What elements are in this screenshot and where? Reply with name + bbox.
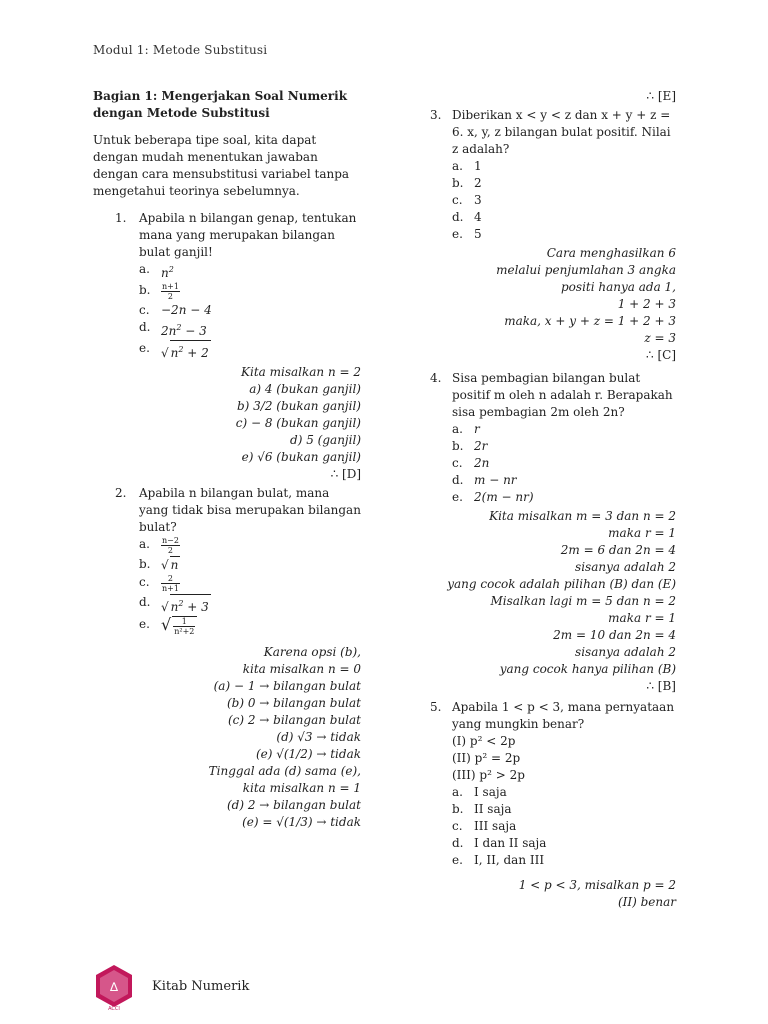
solution-line: (d) √3 → tidak xyxy=(276,730,361,744)
option-letter: d. xyxy=(452,210,464,224)
solution-line: Kita misalkan n = 2 xyxy=(241,365,361,379)
solution-line: kita misalkan n = 0 xyxy=(242,662,361,676)
question-number: 4. xyxy=(430,371,442,385)
statement-1: (I) p² < 2p xyxy=(452,734,516,748)
option-math: √ $\frac{1}{\text{n²+2}}$ xyxy=(161,619,197,633)
intro-paragraph: Untuk beberapa tipe soal, kita dapat dengan mudah menentukan jawaban dengan cara mensubstitusi variabel tanpa mengetahui teorinya sebelumnya. xyxy=(93,133,350,198)
solution-line: yang cocok adalah pilihan (B) dan (E) xyxy=(447,577,676,591)
statement-2: (II) p² = 2p xyxy=(452,751,521,765)
option-math: $n^2$ xyxy=(161,265,174,280)
option-text: I dan II saja xyxy=(474,836,547,850)
solution-line: kita misalkan n = 1 xyxy=(242,781,361,795)
option-b xyxy=(452,438,676,455)
option-letter: e. xyxy=(452,227,463,241)
solution-line: 1 + 2 + 3 xyxy=(617,297,676,311)
option-e xyxy=(139,340,361,362)
option-a xyxy=(452,421,676,438)
option-letter: e. xyxy=(139,617,150,631)
previous-answer: ∴ [E] xyxy=(646,89,676,103)
option-math: $\frac{n-2}{2}$ xyxy=(162,536,179,555)
option-b xyxy=(139,282,361,302)
option-text: m − nr xyxy=(474,473,517,487)
option-b xyxy=(452,175,676,192)
option-letter: e. xyxy=(452,490,463,504)
solution-line: (c) 2 → bilangan bulat xyxy=(227,713,361,727)
question-text: Apabila 1 < p < 3, mana pernyataan yang mungkin benar? xyxy=(452,700,675,731)
option-b xyxy=(452,801,676,818)
acci-logo xyxy=(93,963,135,1011)
solution-line: (II) benar xyxy=(617,895,676,909)
option-letter: a. xyxy=(452,422,463,436)
solution-line: Karena opsi (b), xyxy=(263,645,361,659)
solution-5 xyxy=(430,877,676,911)
option-list xyxy=(139,261,361,362)
option-letter: e. xyxy=(139,341,150,355)
option-letter: d. xyxy=(139,320,151,334)
option-letter: c. xyxy=(452,456,463,470)
option-a xyxy=(452,158,676,175)
option-letter: b. xyxy=(139,283,151,297)
footer-title: Kitab Numerik xyxy=(152,979,250,994)
option-text: 2r xyxy=(474,439,488,453)
solution-line: yang cocok hanya pilihan (B) xyxy=(499,662,676,676)
option-math: −2n − 4 xyxy=(161,303,212,317)
option-letter: d. xyxy=(452,836,464,850)
option-text: 3 xyxy=(474,193,482,207)
solution-line: (e) = √(1/3) → tidak xyxy=(242,815,361,829)
question-number: 1. xyxy=(115,211,127,225)
option-letter: c. xyxy=(139,303,150,317)
page-header: Modul 1: Metode Substitusi xyxy=(93,43,268,57)
option-d xyxy=(452,209,676,226)
option-a xyxy=(452,784,676,801)
option-list xyxy=(452,158,676,243)
option-e xyxy=(452,489,676,506)
option-c xyxy=(452,192,676,209)
option-letter: a. xyxy=(139,262,150,276)
solution-line: d) 5 (ganjil) xyxy=(290,433,361,447)
question-number: 3. xyxy=(430,108,442,122)
option-letter: d. xyxy=(139,595,151,609)
option-list xyxy=(452,421,676,506)
solution-line: (a) − 1 → bilangan bulat xyxy=(213,679,361,693)
question-1 xyxy=(93,210,361,362)
option-letter: e. xyxy=(452,853,463,867)
option-text: 2 xyxy=(474,176,482,190)
option-text: 2(m − nr) xyxy=(474,490,534,504)
option-letter: c. xyxy=(452,819,463,833)
option-math: √ $n^2 + 3$ xyxy=(161,600,211,614)
option-letter: d. xyxy=(452,473,464,487)
option-letter: b. xyxy=(452,802,464,816)
solution-line: sisanya adalah 2 xyxy=(575,645,676,659)
solution-line: z = 3 xyxy=(644,331,676,345)
option-d xyxy=(452,835,676,852)
solution-line: (d) 2 → bilangan bulat xyxy=(226,798,361,812)
option-d xyxy=(139,319,361,340)
solution-answer: ∴ [D] xyxy=(330,467,361,481)
option-text: 1 xyxy=(474,159,482,173)
option-text: 4 xyxy=(474,210,482,224)
solution-line: maka, x + y + z = 1 + 2 + 3 xyxy=(504,314,676,328)
option-text: r xyxy=(474,422,480,436)
option-d xyxy=(139,594,361,616)
solution-line: (b) 0 → bilangan bulat xyxy=(226,696,361,710)
option-letter: a. xyxy=(139,537,150,551)
option-math: $2n^2 - 3$ xyxy=(161,323,207,338)
solution-line: c) − 8 (bukan ganjil) xyxy=(235,416,361,430)
option-list xyxy=(139,536,361,642)
option-list xyxy=(452,784,676,869)
solution-line: Cara menghasilkan 6 xyxy=(546,246,676,260)
option-math: $\frac{n+1}{2}$ xyxy=(162,282,179,301)
solution-line: (e) √(1/2) → tidak xyxy=(255,747,361,761)
option-a xyxy=(139,261,361,282)
option-math: $\frac{2}{n+1}$ xyxy=(162,574,179,593)
option-c xyxy=(139,574,361,594)
question-number: 2. xyxy=(115,486,127,500)
solution-1 xyxy=(93,364,361,483)
option-c xyxy=(452,455,676,472)
option-e xyxy=(452,226,676,243)
option-c xyxy=(452,818,676,835)
option-text: 5 xyxy=(474,227,482,241)
solution-3 xyxy=(430,245,676,364)
solution-line: 1 < p < 3, misalkan p = 2 xyxy=(518,878,676,892)
question-text: Apabila n bilangan genap, tentukan mana yang merupakan bilangan bulat ganjil! xyxy=(139,211,357,259)
solution-line: a) 4 (bukan ganjil) xyxy=(249,382,361,396)
option-letter: a. xyxy=(452,159,463,173)
solution-line: positi hanya ada 1, xyxy=(561,280,676,294)
option-c xyxy=(139,302,361,319)
option-letter: b. xyxy=(452,439,464,453)
question-text: Diberikan x < y < z dan x + y + z = 6. x, y, z bilangan bulat positif. Nilai z adalah? xyxy=(452,108,671,156)
solution-line: Misalkan lagi m = 5 dan n = 2 xyxy=(490,594,676,608)
solution-2 xyxy=(93,644,361,831)
option-letter: a. xyxy=(452,785,463,799)
solution-4 xyxy=(400,508,676,695)
solution-line: maka r = 1 xyxy=(608,526,676,540)
option-e xyxy=(452,852,676,869)
option-text: 2n xyxy=(474,456,490,470)
solution-answer: ∴ [B] xyxy=(646,679,676,693)
solution-line: b) 3/2 (bukan ganjil) xyxy=(236,399,361,413)
question-text: Apabila n bilangan bulat, mana yang tidak bisa merupakan bilangan bulat? xyxy=(139,486,361,534)
section-title: Bagian 1: Mengerjakan Soal Numerik dengan Metode Substitusi xyxy=(93,89,348,120)
option-a xyxy=(139,536,361,556)
solution-line: Kita misalkan m = 3 dan n = 2 xyxy=(489,509,676,523)
solution-line: 2m = 10 dan 2n = 4 xyxy=(553,628,676,642)
statement-3: (III) p² > 2p xyxy=(452,768,525,782)
right-column xyxy=(430,88,676,911)
solution-line: Tinggal ada (d) sama (e), xyxy=(208,764,361,778)
option-d xyxy=(452,472,676,489)
option-text: III saja xyxy=(474,819,517,833)
question-number: 5. xyxy=(430,700,442,714)
solution-line: e) √6 (bukan ganjil) xyxy=(241,450,361,464)
option-letter: c. xyxy=(452,193,463,207)
question-text: Sisa pembagian bilangan bulat positif m oleh n adalah r. Berapakah sisa pembagian 2m oleh 2n? xyxy=(452,371,673,419)
option-letter: b. xyxy=(452,176,464,190)
option-text: I saja xyxy=(474,785,507,799)
solution-line: sisanya adalah 2 xyxy=(575,560,676,574)
solution-line: melalui penjumlahan 3 angka xyxy=(496,263,676,277)
logo-letter: ∆ xyxy=(109,980,119,994)
option-math: √ $n^2 + 2$ xyxy=(161,346,211,360)
option-text: II saja xyxy=(474,802,512,816)
solution-answer: ∴ [C] xyxy=(646,348,676,362)
option-letter: c. xyxy=(139,575,150,589)
option-letter: b. xyxy=(139,557,151,571)
solution-line: maka r = 1 xyxy=(608,611,676,625)
logo-text: ACCI xyxy=(108,1006,120,1011)
left-column xyxy=(93,88,361,831)
option-e xyxy=(139,616,361,642)
question-3 xyxy=(430,107,676,243)
option-b xyxy=(139,556,361,574)
question-2 xyxy=(93,485,361,642)
question-5 xyxy=(430,699,676,869)
question-4 xyxy=(430,370,676,506)
option-text: I, II, dan III xyxy=(474,853,545,867)
option-math: √ n xyxy=(161,558,179,572)
solution-line: 2m = 6 dan 2n = 4 xyxy=(560,543,676,557)
